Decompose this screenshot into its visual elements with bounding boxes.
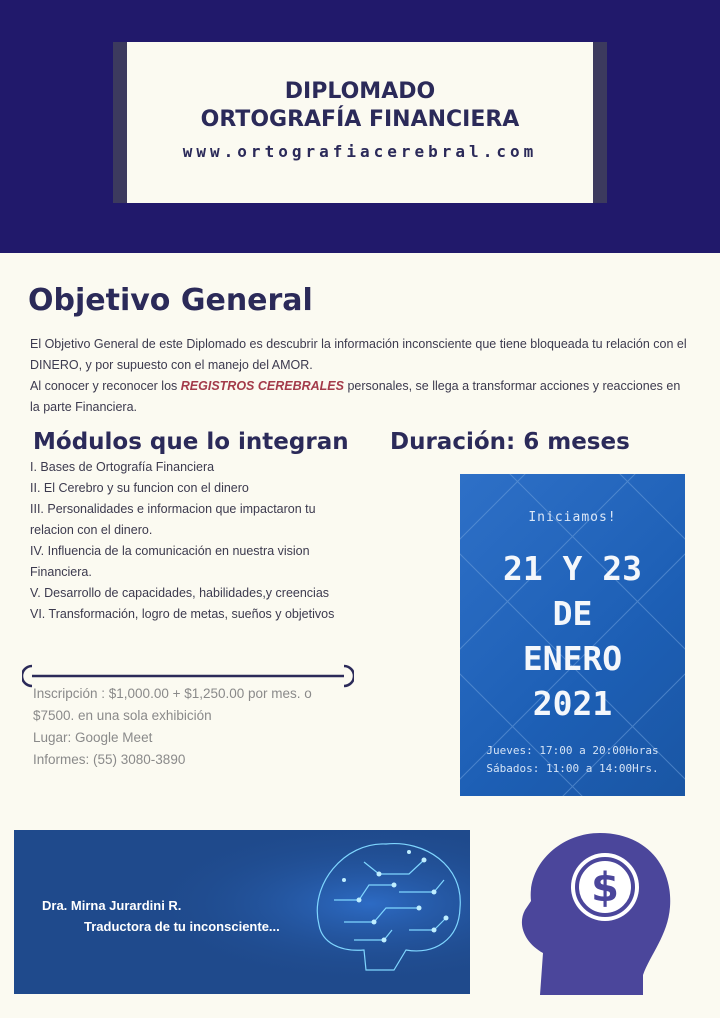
module-item: IV. Influencia de la comunicación en nuestra vision Financiera. <box>30 544 310 579</box>
date-days: 21 Y 23 <box>502 549 643 588</box>
header-band <box>0 0 720 253</box>
contact-phone[interactable]: Informes: (55) 3080-3890 <box>33 752 186 767</box>
title-box <box>113 42 607 203</box>
instructor-banner <box>14 830 470 994</box>
objective-heading: Objetivo General <box>28 283 313 318</box>
date-de: DE <box>552 594 593 633</box>
modules-heading: Módulos que lo integran <box>33 429 349 455</box>
objective-paragraph-1: El Objetivo General de este Diplomado es descubrir la información inconsciente que tiene bloqueada tu relación con el DINERO, y por supuesto con el manejo del AMOR. <box>30 337 687 372</box>
module-item: V. Desarrollo de capacidades, habilidades,y creencias <box>30 586 330 600</box>
module-item: I. Bases de Ortografía Financiera <box>30 460 215 474</box>
start-label: Iniciamos! <box>528 510 617 525</box>
head-dollar-icon <box>505 825 680 1005</box>
date-month: ENERO <box>522 639 623 678</box>
schedule-thursday: Jueves: 17:00 a 20:00Horas <box>486 744 659 757</box>
place-info: Lugar: Google Meet <box>33 730 153 745</box>
inscription-price: Inscripción : $1,000.00 + $1,250.00 por mes. o <box>33 686 312 701</box>
single-payment-price: $7500. en una sola exhibición <box>33 708 212 723</box>
date-year: 2021 <box>532 684 613 723</box>
module-item: II. El Cerebro y su funcion con el dinero <box>30 481 249 495</box>
schedule <box>460 742 685 778</box>
start-date <box>460 546 685 726</box>
modules-list <box>30 457 360 625</box>
instructor-tagline: Traductora de tu inconsciente... <box>84 919 280 934</box>
start-date-poster <box>460 474 685 796</box>
schedule-saturday: Sábados: 11:00 a 14:00Hrs. <box>486 762 659 775</box>
website-link[interactable]: www.ortografiacerebral.com <box>182 142 538 161</box>
program-type: DIPLOMADO <box>284 79 436 104</box>
svg-text:$: $ <box>591 865 619 911</box>
module-item: VI. Transformación, logro de metas, sueños y objetivos <box>30 607 335 621</box>
enrollment-info <box>33 683 312 771</box>
highlight-registros: REGISTROS CEREBRALES <box>180 379 344 393</box>
program-name: ORTOGRAFÍA FINANCIERA <box>200 107 520 132</box>
objective-p2-start: Al conocer y reconocer los <box>30 379 181 393</box>
instructor-name: Dra. Mirna Jurardini R. <box>42 898 182 913</box>
objective-paragraph-2 <box>30 376 690 418</box>
objective-p2-end: personales, se llega a transformar acciones y reacciones en la parte Financiera. <box>30 379 681 414</box>
module-item: III. Personalidades e informacion que impactaron tu relacion con el dinero. <box>30 502 316 537</box>
duration-heading: Duración: 6 meses <box>390 429 630 455</box>
objective-text <box>30 334 690 418</box>
